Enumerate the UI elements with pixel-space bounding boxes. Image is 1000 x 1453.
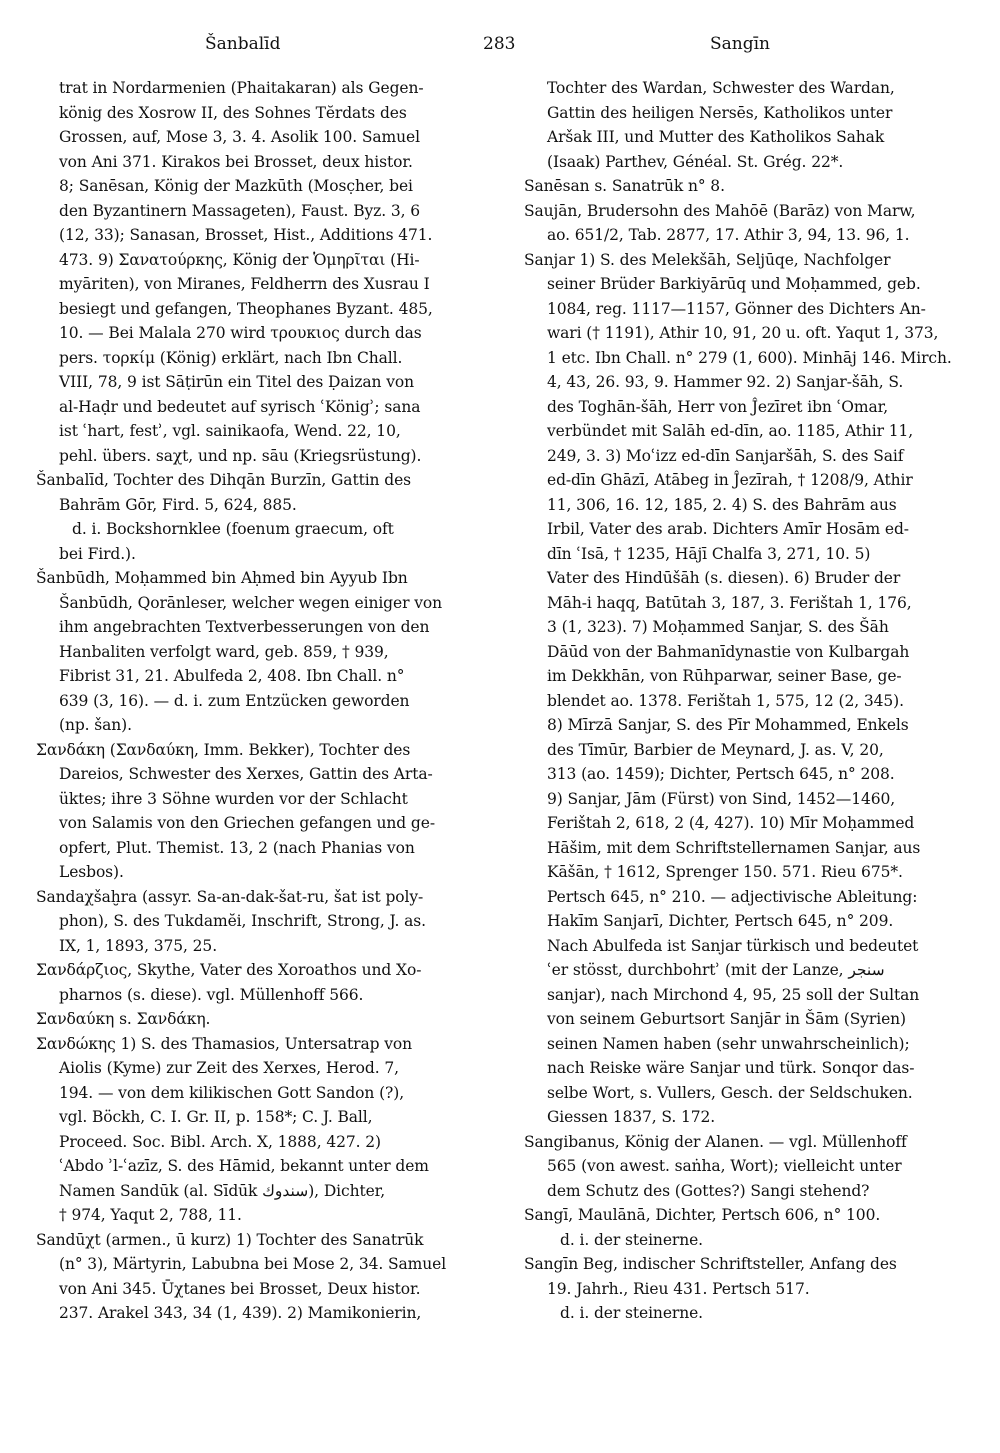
text-line: Σανδάκη (Σανδαύκη, Imm. Bekker), Tochter des [36,740,411,759]
text-line: den Byzantinern Massageten), Faust. Byz. 3, 6 [59,201,421,220]
text-line: des Toghān-šāh, Herr von Ĵezīret ibn ʿOmar, [547,397,889,416]
text-line: von seinem Geburtsort Sanjār in Šām (Syrien) [547,1010,906,1028]
text-line: Σανδαύκη s. Σανδάκη. [36,1010,211,1028]
text-line: Irbil, Vater des arab. Dichters Amīr Hosām ed- [547,520,909,538]
right-column [524,76,967,1326]
text-line: 194. — von dem kilikischen Gott Sandon (?), [59,1083,405,1102]
text-line: vgl. Böckh, C. I. Gr. II, p. 158*; C. J. Ball, [59,1108,373,1126]
text-line: Dareios, Schwester des Xerxes, Gattin des Arta- [59,765,433,783]
text-line: ao. 651/2, Tab. 2877, 17. Athir 3, 94, 13. 96, 1. [547,226,910,244]
text-line: opfert, Plut. Themist. 13, 2 (nach Phanias von [59,838,415,857]
text-line: ʿer stösst, durchbohrtʾ (mit der Lanze, سنجر [547,961,885,979]
text-line: (np. šan). [59,716,132,734]
text-line: Nach Abulfeda ist Sanjar türkisch und bedeutet [547,936,919,955]
text-line: verbündet mit Salāh ed-dīn, ao. 1185, Athir 11, [547,422,914,440]
text-line: von Salamis von den Griechen gefangen und ge- [59,814,435,832]
text-line: pharnos (s. diese). vgl. Müllenhoff 566. [59,985,364,1004]
text-line: Hakīm Sanjarī, Dichter, Pertsch 645, n° 209. [547,912,894,930]
text-line: 3 (1, 323). 7) Moḥammed Sanjar, S. des Šāh [547,618,889,636]
page-header [0,34,1000,64]
text-line: sanjar), nach Mirchond 4, 95, 25 soll der Sultan [547,985,920,1004]
text-line: (Isaak) Parthev, Généal. St. Grég. 22*. [547,152,844,171]
text-line: des Tīmūr, Barbier de Meynard, J. as. V, 20, [547,740,884,759]
text-line: 10. — Bei Malala 270 wird τρουκιος durch das [59,324,422,342]
text-line: ist ʿhart, festʾ, vgl. sainikaofa, Wend. 22, 10, [59,422,401,440]
text-line: Kāšān, † 1612, Sprenger 150. 571. Rieu 675*. [547,863,903,881]
text-line: 4, 43, 26. 93, 9. Hammer 92. 2) Sanjar-šāh, S. [547,373,904,391]
text-line: selbe Wort, s. Vullers, Gesch. der Seldschuken. [547,1083,913,1102]
page-number: 283 [483,34,516,54]
text-line: 1084, reg. 1117—1157, Gönner des Dichters An- [547,299,926,318]
text-line: Sanjar 1) S. des Melekšāh, Seljūqe, Nachfolger [524,250,891,269]
text-line: 8; Sanēsan, König der Mazkūth (Mosc̣her, bei [59,177,413,195]
text-line: Bahrām Gōr, Fird. 5, 624, 885. [59,495,297,514]
text-line: Giessen 1837, S. 172. [547,1108,716,1126]
text-line: IX, 1, 1893, 375, 25. [59,936,218,955]
text-line: Hāšim, mit dem Schriftstellernamen Sanjar, aus [547,838,921,857]
text-line: Grossen, auf, Mose 3, 3. 4. Asolik 100. Samuel [59,128,420,146]
text-line: d. i. der steinerne. [560,1304,703,1322]
text-line: Σανδάρζιος, Skythe, Vater des Xoroathos und Xo- [36,961,422,979]
text-line: al-Haḍr und bedeutet auf syrisch ʿKönigʾ; sana [59,397,421,416]
text-line: seiner Brüder Barkiyārūq und Moḥammed, geb. [547,275,921,293]
text-line: Proceed. Soc. Bibl. Arch. X, 1888, 427. 2) [59,1132,381,1151]
text-line: d. i. der steinerne. [560,1230,703,1249]
text-line: 639 (3, 16). — d. i. zum Entzücken geworden [59,691,410,710]
text-line: im Dekkhān, von Rūhparwar, seiner Base, ge- [547,667,902,685]
text-line: Sangibanus, König der Alanen. — vgl. Müllenhoff [524,1132,907,1151]
text-line: dīn ʿIsā, † 1235, Hājī Chalfa 3, 271, 10. 5) [547,544,871,563]
text-line: 473. 9) Σανατούρκης, König der Ὁμηρῖται (Hi- [59,250,420,269]
text-line: von Ani 345. Ūχtanes bei Brosset, Deux histor. [59,1279,421,1298]
left-column [36,76,478,1326]
text-line: 1 etc. Ibn Chall. n° 279 (1, 600). Minhāj 146. Mirch. [547,348,952,367]
text-line: Sangīn Beg, indischer Schriftsteller, Anfang des [524,1255,897,1273]
text-line: 565 (von awest. saṅha, Wort); vielleicht unter [547,1157,902,1175]
text-line: d. i. Bockshornklee (foenum graecum, oft [72,520,394,538]
text-line: † 974, Yaqut 2, 788, 11. [59,1206,242,1224]
text-line: myāriten), von Miranes, Feldherrn des Xusrau I [59,275,430,293]
header-right-keyword: Sangīn [710,34,770,54]
text-line: Σανδώκης 1) S. des Thamasios, Untersatrap von [36,1034,413,1053]
text-line: Sandūχt (armen., ū kurz) 1) Tochter des Sanatrūk [36,1230,424,1249]
text-line: Sandaχšaḫra (assyr. Sa-an-dak-šat-ru, šat ist poly- [36,887,424,906]
text-line: Dāūd von der Bahmanīdynastie von Kulbargah [547,642,910,661]
text-line: trat in Nordarmenien (Phaitakaran) als Gegen- [59,79,424,97]
text-line: könig des Xosrow II, des Sohnes Tĕrdats des [59,103,407,122]
text-line: Tochter des Wardan, Schwester des Wardan, [547,79,895,97]
text-line: Pertsch 645, n° 210. — adjectivische Ableitung: [547,887,918,906]
text-line: bei Fird.). [59,544,136,563]
text-line: VIII, 78, 9 ist Sāṭirūn ein Titel des Ḍaizan von [59,373,415,391]
text-line: Hanbaliten verfolgt ward, geb. 859, † 939, [59,642,389,661]
text-line: ihm angebrachten Textverbesserungen von den [59,618,430,636]
text-line: Šanbalīd, Tochter des Dihqān Burzīn, Gattin des [36,471,412,489]
text-line: wari († 1191), Athir 10, 91, 20 u. oft. Yaqut 1, 373, [547,324,939,342]
text-line: 19. Jahrh., Rieu 431. Pertsch 517. [547,1279,810,1298]
text-line: besiegt und gefangen, Theophanes Byzant. 485, [59,299,433,318]
text-line: üktes; ihre 3 Söhne wurden vor der Schlacht [59,789,408,808]
text-line: 237. Arakel 343, 34 (1, 439). 2) Mamikonierin, [59,1304,422,1322]
text-line: Šanbūdh, Qorānleser, welcher wegen einiger von [59,593,442,612]
text-line: 11, 306, 16. 12, 185, 2. 4) S. des Bahrām aus [547,495,897,514]
text-line: nach Reiske wäre Sanjar und türk. Sonqor das- [547,1059,915,1077]
text-line: Vater des Hindūšāh (s. diesen). 6) Bruder der [547,569,901,587]
text-line: (n° 3), Märtyrin, Labubna bei Mose 2, 34. Samuel [59,1255,447,1273]
text-line: pers. τορκίμ (König) erklärt, nach Ibn Chall. [59,348,403,367]
text-line: Ferištah 2, 618, 2 (4, 427). 10) Mīr Moḥammed [547,814,915,832]
text-line: 249, 3. 3) Moʿizz ed-dīn Sanjaršāh, S. des Saif [547,446,904,465]
text-line: Šanbūdh, Moḥammed bin Aḥmed bin Ayyub Ibn [36,569,408,587]
text-line: ed-dīn Ghāzī, Atābeg in Ĵezīrah, † 1208/9, Athir [547,471,913,489]
text-line: seinen Namen haben (sehr unwahrscheinlich); [547,1034,910,1053]
text-line: Fibrist 31, 21. Abulfeda 2, 408. Ibn Chall. n° [59,667,405,685]
text-line: Aršak III, und Mutter des Katholikos Sahak [547,128,885,146]
text-line: dem Schutz des (Gottes?) Sangi stehend? [547,1181,870,1200]
text-line: Sangī, Maulānā, Dichter, Pertsch 606, n° 100. [524,1206,881,1224]
header-left-keyword: Šanbalīd [205,34,281,54]
text-line: Aiolis (Kyme) zur Zeit des Xerxes, Herod. 7, [59,1059,399,1077]
text-line: blendet ao. 1378. Ferištah 1, 575, 12 (2, 345). [547,691,904,710]
text-line: ʿAbdo ʾl-ʿazīz, S. des Hāmid, bekannt unter dem [59,1157,429,1175]
text-line: Māh-i haqq, Batūtah 3, 187, 3. Ferištah 1, 176, [547,593,912,612]
text-line: von Ani 371. Kirakos bei Brosset, deux histor. [59,152,413,171]
text-line: Namen Sandūk (al. Sīdūk سندوك), Dichter, [59,1181,386,1200]
text-line: Gattin des heiligen Nersēs, Katholikos unter [547,103,893,122]
text-line: 8) Mīrzā Sanjar, S. des Pīr Mohammed, Enkels [547,716,909,734]
text-line: Lesbos). [59,863,124,881]
text-line: phon), S. des Tukdamĕi, Inschrift, Strong, J. as. [59,912,426,930]
text-line: Sanēsan s. Sanatrūk n° 8. [524,177,725,195]
text-line: (12, 33); Sanasan, Brosset, Hist., Additions 471. [59,226,433,244]
text-line: Saujān, Brudersohn des Mahōē (Barāz) von Marw, [524,201,916,220]
text-line: 313 (ao. 1459); Dichter, Pertsch 645, n° 208. [547,765,895,783]
text-line: 9) Sanjar, Jām (Fürst) von Sind, 1452—1460, [547,789,896,808]
text-line: pehl. übers. saχt, und np. sāu (Kriegsrüstung). [59,446,422,465]
